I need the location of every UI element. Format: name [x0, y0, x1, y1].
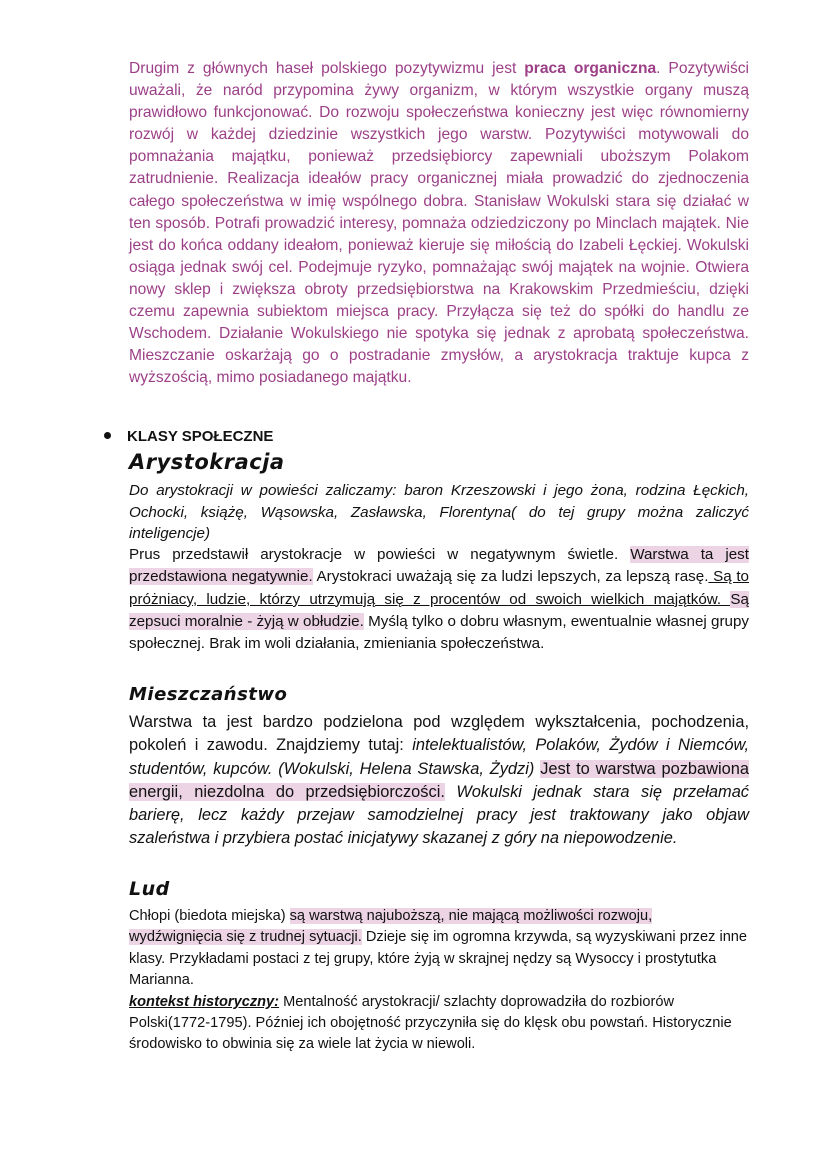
mieszczanstwo-description — [129, 711, 749, 851]
ary-text-1: Prus przedstawił arystokracje w powieści w negatywnym świetle. — [129, 546, 631, 563]
mie-text-1: Warstwa ta jest bardzo podzielona pod względem wykształcenia, pochodzenia, pokoleń i zawodu. Znajdziemy tutaj: — [129, 713, 749, 755]
intro-text-2: . Pozytywiści uważali, że naród przypomina żywy organizm, w którym wszystkie organy muszą prawidłowo funkcjonować. Do rozwoju społeczeństwa konieczny jest więc równomierny rozwój w każdej dziedzinie wszystkich jego warstw. Pozytywiści motywowali do pomnażania majątku, ponieważ przedsiębiorcy zapewniali uboższym Polakom zatrudnienie. Realizacja ideałów pracy organicznej miała prowadzić do zjednoczenia całego społeczeństwa w imię wspólnego dobra. Stanisław Wokulski stara się działać w ten sposób. Potrafi prowadzić interesy, pomnaża odziedziczony po Minclach majątek. Nie jest do końca oddany ideałom, ponieważ kieruje się miłością do Izabeli Łęckiej. Wokulski osiąga jednak swój cel. Podejmuje ryzyko, pomnażając swój majątek na wojnie. Otwiera nowy sklep i zwiększa obroty przedsiębiorstwa na Krakowskim Przedmieściu, dzięki czemu zapewnia subiektom miejsca pracy. Przyłącza się też do spółki do handlu ze Wschodem. Działanie Wokulskiego nie spotyka się jednak z aprobatą społeczeństwa. Mieszczanie oskarżają go o postradanie zmysłów, a arystokracja traktuje kupca z wyższością, mimo posiadanego majątku. — [129, 60, 750, 387]
ary-highlight-1: Warstwa ta jest przedstawiona negatywnie. — [129, 546, 749, 586]
heading-arystokracja: Arystokracja — [129, 450, 285, 474]
mie-italic-1: intelektualistów, Polaków, Żydów i Niemców, studentów, kupców. (Wokulski, Helena Stawska, Żydzi) — [129, 736, 749, 778]
section-bullet — [104, 428, 273, 445]
ary-underline: Są to próżniacy, ludzie, którzy utrzymują się z procentów od swoich wielkich majątków. — [129, 568, 750, 608]
arystokracja-members: Do arystokracji w powieści zaliczamy: baron Krzeszowski i jego żona, rodzina Łęckich, Ochocki, książę, Wąsowska, Zasławska, Florentyna( do tej grupy można zaliczyć inteligencje) — [129, 482, 749, 542]
lud-text-2: Dzieje się im ogromna krzywda, są wyzyskiwani przez inne klasy. Przykładami postaci z tej grupy, które żyją w skrajnej nędzy są Wysoccy i prostytutka Marianna. — [129, 929, 748, 989]
intro-text-1: Drugim z głównych haseł polskiego pozytywizmu jest — [129, 60, 525, 77]
bullet-icon — [104, 432, 111, 439]
intro-paragraph — [129, 58, 749, 389]
lud-highlight: są warstwą najuboższą, nie mającą możliwości rozwoju, wydźwignięcia się z trudnej sytuacji. — [129, 908, 653, 946]
mie-italic-2: Wokulski jednak stara się przełamać barierę, lecz każdy przejaw samodzielnej pracy jest traktowany jako objaw szaleństwa i przybiera postać inicjatywy skazanej z góry na niepowodzenie. — [129, 782, 750, 848]
lud-description — [129, 906, 749, 1056]
ary-text-3: Myślą tylko o dobru własnym, ewentualnie własnej grupy społecznej. Brak im woli działania, zmieniania społeczeństwa. — [129, 612, 749, 653]
ary-text-2: Arystokraci uważają się za ludzi lepszych, za lepszą rasę. — [312, 568, 709, 586]
intro-bold-term: praca organiczna — [524, 60, 657, 77]
arystokracja-description — [129, 544, 749, 655]
context-text: Mentalność arystokracji/ szlachty doprowadziła do rozbiorów Polski(1772-1795). Później ich obojętność przyczyniła się do klęsk obu powstań. Historycznie środowisko to obwinia się za wiele lat życia w niewoli. — [129, 993, 732, 1053]
heading-lud: Lud — [129, 878, 170, 900]
heading-mieszczanstwo: Mieszczaństwo — [129, 684, 288, 705]
ary-highlight-2: Są zepsuci moralnie - żyją w obłudzie. — [129, 590, 749, 630]
lud-text-1: Chłopi (biedota miejska) — [129, 908, 290, 924]
context-label: kontekst historyczny: — [129, 993, 280, 1010]
mie-highlight: Jest to warstwa pozbawiona energii, niezdolna do przedsiębiorczości. — [129, 759, 749, 801]
section-title: KLASY SPOŁECZNE — [127, 428, 274, 445]
